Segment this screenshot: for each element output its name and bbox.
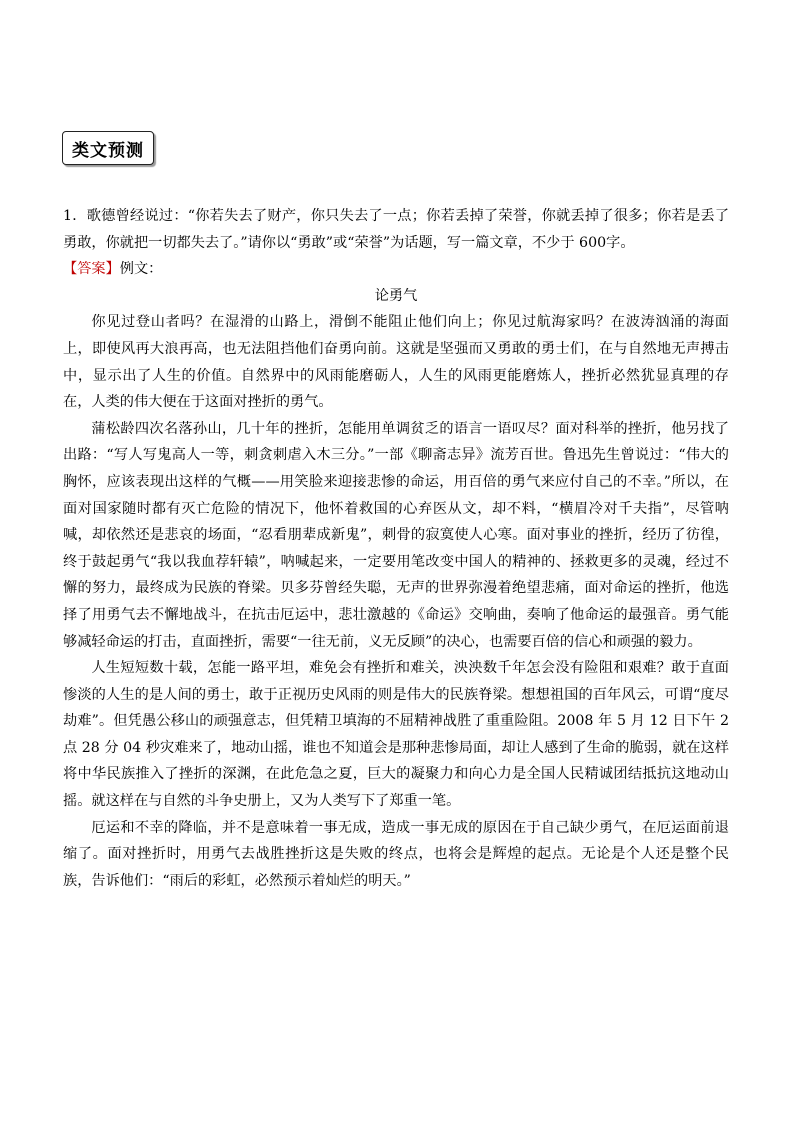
document-body <box>63 203 729 894</box>
article-title: 论勇气 <box>374 287 418 304</box>
answer-intro: 例文： <box>119 261 163 278</box>
question-text: 歌德曾经说过：“你若失去了财产，你只失去了一点；你若丢掉了荣誉，你就丢掉了很多；你若是丢了勇敢，你就把一切都失去了。”请你以“勇敢”或“荣誉”为话题，写一篇文章，不少于 600字。 <box>63 208 730 251</box>
section-label: 类文预测 <box>72 140 144 161</box>
article-paragraph-1: 你见过登山者吗？在湿滑的山路上，滑倒不能阻止他们向上；你见过航海家吗？在波涛汹涌的海面上，即使风再大浪再高，也无法阻挡他们奋勇向前。这就是坚强而又勇敢的勇士们，在与自然地无声搏击中，显示出了人生的价值。自然界中的风雨能磨砺人，人生的风雨更能磨炼人，挫折必然犹显真理的存在，人类的伟大便在于这面对挫折的勇气。 <box>63 314 729 411</box>
section-label-box <box>62 131 154 165</box>
article-paragraph-3: 人生短短数十载，怎能一路平坦，难免会有挫折和难关，泱泱数千年怎会没有险阻和艰难？敢于直面惨淡的人生的是人间的勇士，敢于正视历史风雨的则是伟大的民族脊梁。想想祖国的百年风云，可谓“度尽劫难”。但凭愚公移山的顽强意志，但凭精卫填海的不屈精神战胜了重重险阻。2008 年 5 月 12 日下午 2 点 28 分 04 秒灾难来了，地动山摇，谁也不知道会是那种悲惨局面，却让人感到了生命的脆弱，就在这样将中华民族推入了挫折的深渊，在此危急之夏，巨大的凝聚力和向心力是全国人民精诚团结抵抗这地动山摇。就这样在与自然的斗争史册上，又为人类写下了郑重一笔。 <box>63 660 729 810</box>
article-paragraph-2: 蒲松龄四次名落孙山，几十年的挫折，怎能用单调贫乏的语言一语叹尽？面对科举的挫折，他另找了出路：“写人写鬼高人一等，刺贪刺虐入木三分。”一部《聊斋志异》流芳百世。鲁迅先生曾说过：“伟大的胸怀，应该表现出这样的气概——用笑脸来迎接悲惨的命运，用百倍的勇气来应付自己的不幸。”所以，在面对国家随时都有灭亡危险的情况下，他怀着救国的心弃医从文，却不料，“横眉冷对千夫指”，尽管呐喊，却依然还是悲哀的场面，“忍看朋辈成新鬼”，刺骨的寂寞使人心寒。面对事业的挫折，经历了彷徨，终于鼓起勇气“我以我血荐轩辕”，呐喊起来，一定要用笔改变中国人的精神的、拯救更多的灵魂，经过不懈的努力，最终成为民族的脊梁。贝多芬曾经失聪，无声的世界弥漫着绝望悲痛，面对命运的挫折，他选择了用勇气去不懈地战斗，在抗击厄运中，悲壮激越的《命运》交响曲，奏响了他命运的最强音。勇气能够减轻命运的打击，直面挫折，需要“一往无前，义无反顾”的决心，也需要百倍的信心和顽强的毅力。 <box>63 420 729 650</box>
answer-line <box>63 256 729 283</box>
question-number: 1． <box>63 208 87 224</box>
article-paragraph-4: 厄运和不幸的降临，并不是意味着一事无成，造成一事无成的原因在于自己缺少勇气，在厄运面前退缩了。面对挫折时，用勇气去战胜挫折这是失败的终点，也将会是辉煌的起点。无论是个人还是整个民族，告诉他们：“雨后的彩虹，必然预示着灿烂的明天。” <box>63 819 729 889</box>
answer-tag: 【答案】 <box>63 261 120 278</box>
question-paragraph <box>63 203 729 256</box>
